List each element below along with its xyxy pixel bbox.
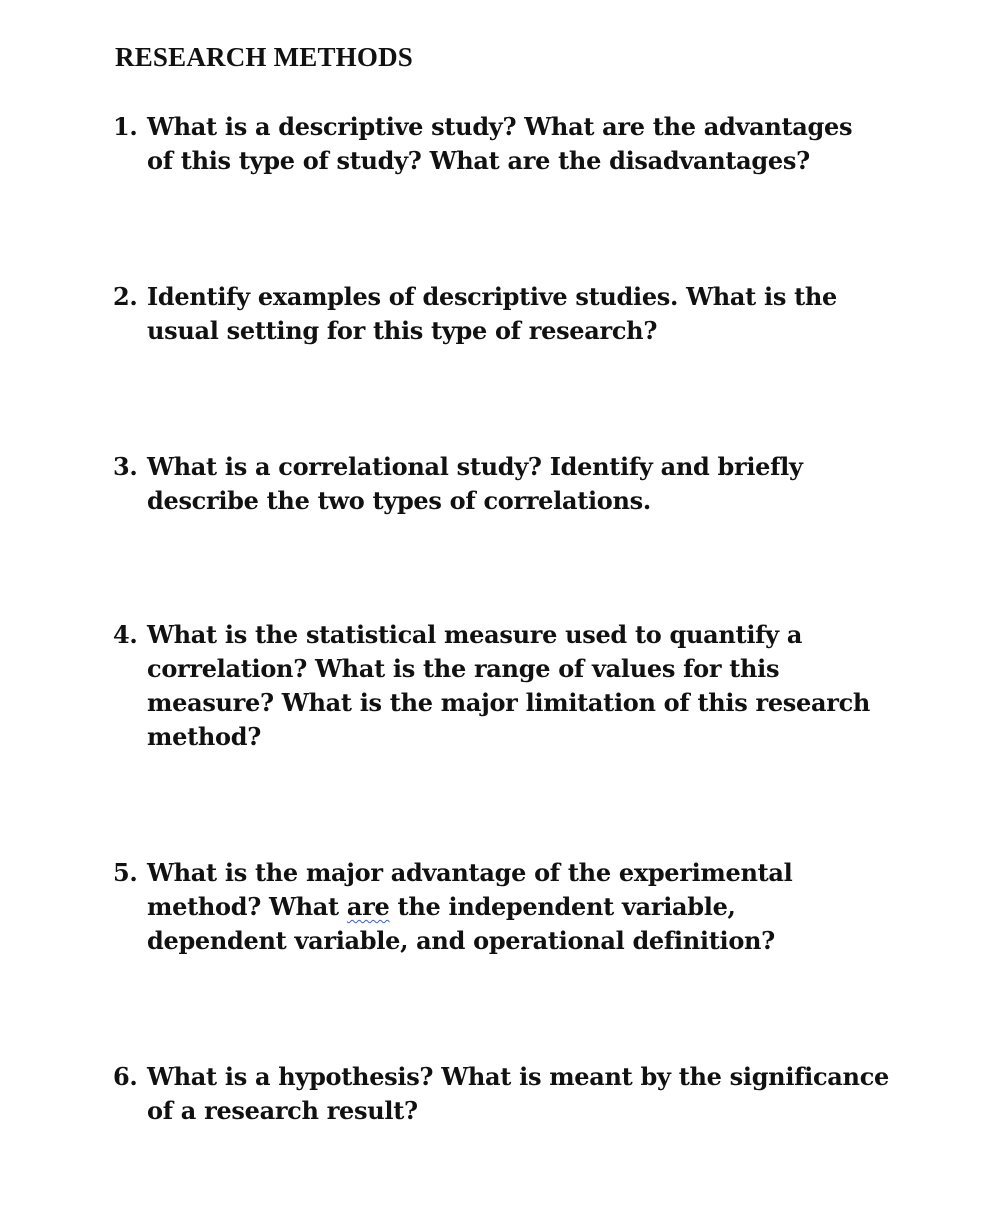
question-number: 2.: [113, 282, 138, 311]
question-4: [113, 618, 913, 754]
question-text: [147, 618, 913, 754]
question-line-segment: method? What: [147, 892, 347, 921]
question-line: of this type of study? What are the disadvantages?: [147, 146, 810, 175]
question-number: 5.: [113, 858, 138, 887]
question-number: 4.: [113, 620, 138, 649]
question-line: [147, 890, 913, 924]
question-line: describe the two types of correlations.: [147, 486, 651, 515]
question-line: method?: [147, 722, 261, 751]
question-line: correlation? What is the range of values for this: [147, 654, 780, 683]
question-line: dependent variable, and operational definition?: [147, 926, 775, 955]
spellcheck-flagged-word[interactable]: are: [346, 892, 390, 921]
question-line: of a research result?: [147, 1096, 418, 1125]
question-number: 3.: [113, 452, 138, 481]
question-line: What is a descriptive study? What are the advantages: [147, 112, 853, 141]
document-title: RESEARCH METHODS: [115, 42, 413, 72]
question-line: What is a correlational study? Identify and briefly: [147, 452, 803, 481]
question-line-segment: the independent variable,: [389, 892, 736, 921]
question-text: [147, 110, 913, 178]
question-text: [147, 280, 913, 348]
question-text: [147, 450, 913, 518]
question-5: [113, 856, 913, 958]
question-line: What is a hypothesis? What is meant by the significance: [147, 1062, 889, 1091]
question-text: [147, 856, 913, 958]
question-text: [147, 1060, 913, 1128]
question-6: [113, 1060, 913, 1128]
question-line: usual setting for this type of research?: [147, 316, 658, 345]
question-line: What is the major advantage of the experimental: [147, 858, 793, 887]
question-2: [113, 280, 913, 348]
question-number: 6.: [113, 1062, 138, 1091]
question-line: measure? What is the major limitation of this research: [147, 688, 871, 717]
question-3: [113, 450, 913, 518]
question-line: Identify examples of descriptive studies. What is the: [147, 282, 838, 311]
question-1: [113, 110, 913, 178]
question-number: 1.: [113, 112, 138, 141]
question-line: What is the statistical measure used to quantify a: [147, 620, 803, 649]
